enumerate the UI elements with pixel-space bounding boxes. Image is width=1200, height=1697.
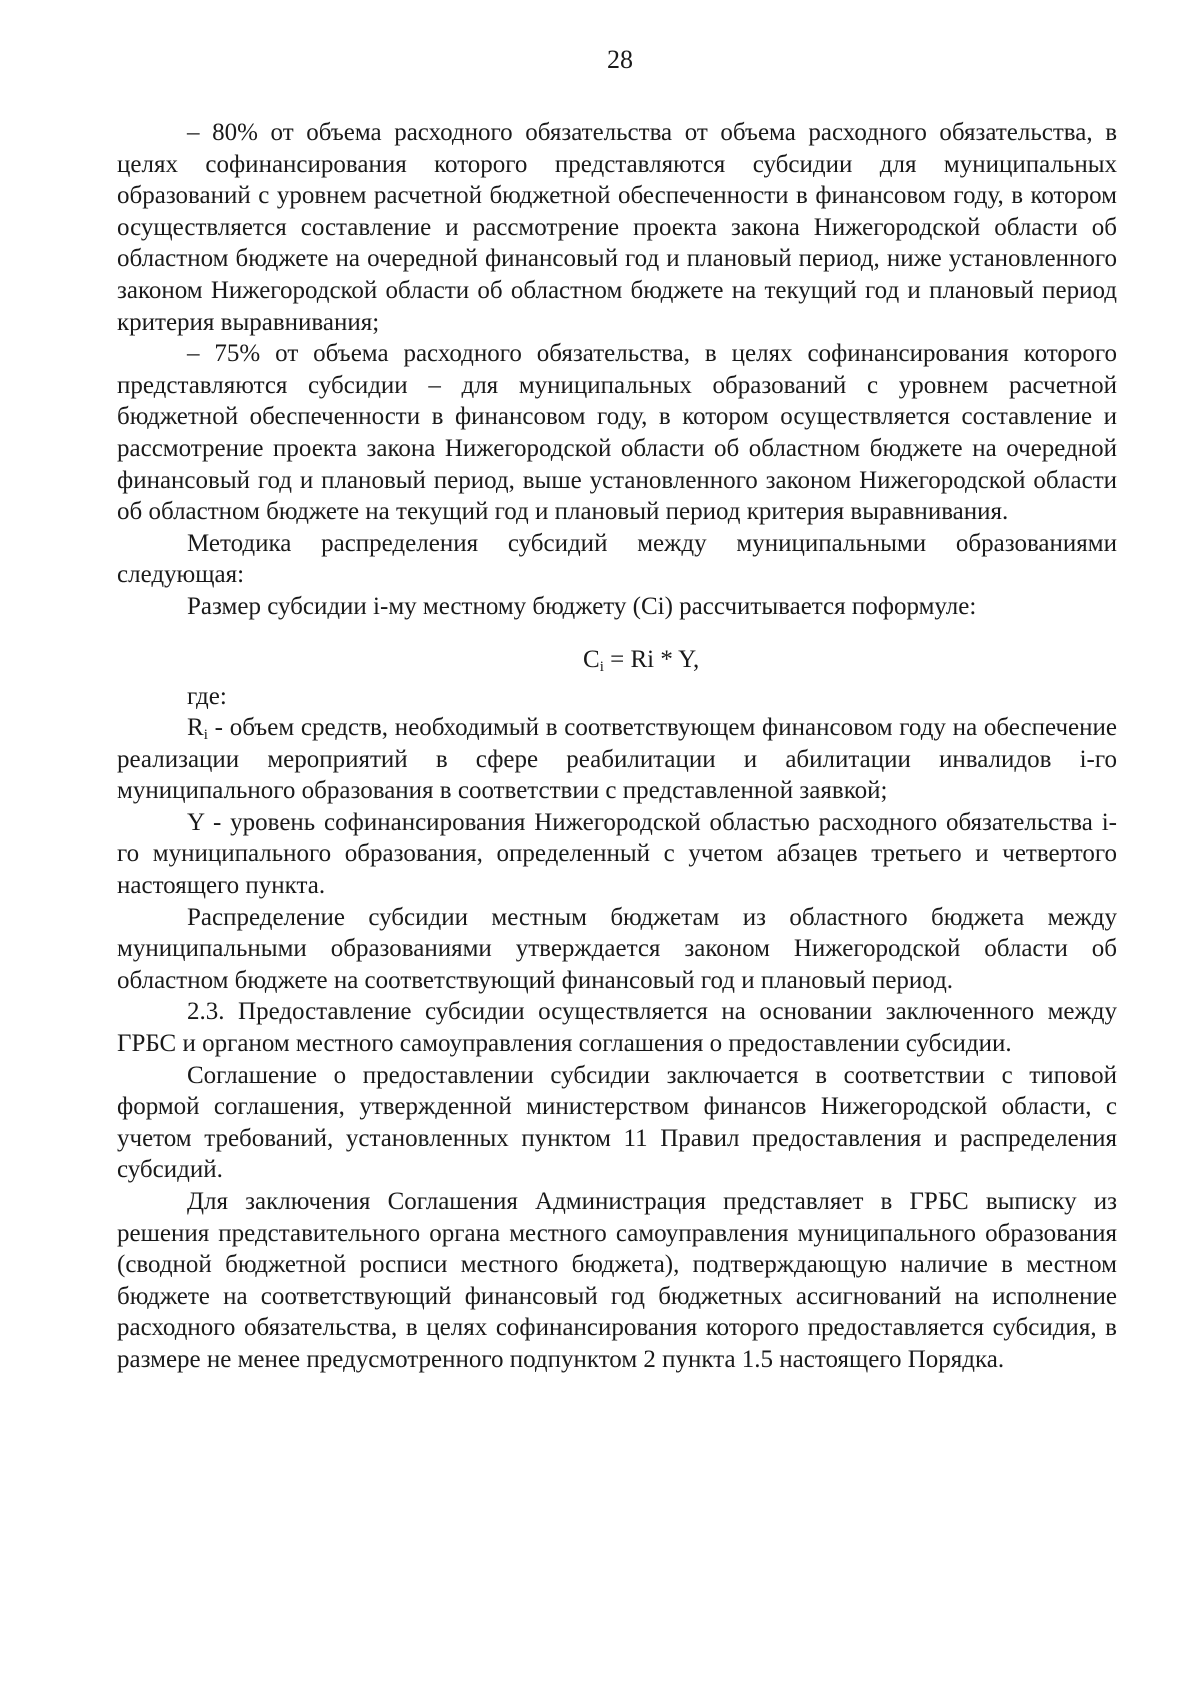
formula-lhs-subscript: i bbox=[599, 658, 604, 675]
formula-lhs: C bbox=[583, 645, 600, 673]
definition-ri-subscript: i bbox=[203, 727, 208, 744]
definition-y-text: - уровень софинансирования Нижегородской областью расходного обязательства i-го муниципального образования, определенный с учетом абзацев третьего и четвертого настоящего пункта. bbox=[117, 808, 1117, 900]
paragraph-80-percent: – 80% от объема расходного обязательства от объема расходного обязательства, в целях софинансирования которого представляются субсидии для муниципальных образований с уровнем расчетной бюджетной обеспеченности в финансовом году, в котором осуществляется составление и рассмотрение проекта закона Нижегородской области об областном бюджете на очередной финансовый год и плановый период, ниже установленного законом Нижегородской области об областном бюджете на текущий год и плановый период критерия выравнивания; bbox=[117, 119, 1117, 336]
paragraph-subsidy-size: Размер субсидии i-му местному бюджету (Ci) рассчитывается поформуле: bbox=[187, 592, 977, 620]
page-number: 28 bbox=[607, 45, 633, 74]
definition-ri bbox=[117, 712, 1117, 807]
formula-rhs: = Ri * Y, bbox=[603, 645, 700, 673]
paragraph-75-percent: – 75% от объема расходного обязательства, в целях софинансирования которого представляются субсидии – для муниципальных образований с уровнем расчетной бюджетной обеспеченности в финансовом году, в котором осуществляется составление и рассмотрение проекта закона Нижегородской области об областном бюджете на очередной финансовый год и плановый период, выше установленного законом Нижегородской области об областном бюджете на текущий год и плановый период критерия выравнивания. bbox=[117, 340, 1117, 526]
definition-y bbox=[117, 807, 1117, 902]
paragraph-methodology: Методика распределения субсидий между муниципальными образованиями следующая: bbox=[117, 529, 1117, 589]
paragraph-distribution: Распределение субсидии местным бюджетам из областного бюджета между муниципальными образованиями утверждается законом Нижегородской области об областном бюджете на соответствующий финансовый год и плановый период. bbox=[117, 903, 1117, 994]
definition-ri-text: - объем средств, необходимый в соответствующем финансовом году на обеспечение реализации мероприятий в сфере реабилитации и абилитации инвалидов i-го муниципального образования в соответствии с представленной заявкой; bbox=[117, 714, 1117, 805]
paragraph-administration: Для заключения Соглашения Администрация представляет в ГРБС выписку из решения представительного органа местного самоуправления муниципального образования (сводной бюджетной росписи местного бюджета), подтверждающую наличие в местном бюджете на соответствующий финансовый год бюджетных ассигнований на исполнение расходного обязательства, в целях софинансирования которого предоставляется субсидия, в размере не менее предусмотренного подпунктом 2 пункта 1.5 настоящего Порядка. bbox=[117, 1188, 1117, 1373]
where-label: где: bbox=[187, 682, 227, 710]
formula bbox=[117, 640, 1117, 680]
paragraph-2-3: 2.3. Предоставление субсидии осуществляется на основании заключенного между ГРБС и органом местного самоуправления соглашения о предоставлении субсидии. bbox=[117, 998, 1117, 1058]
definition-ri-symbol: R bbox=[187, 714, 204, 742]
definition-y-symbol: Y bbox=[187, 808, 205, 836]
paragraph-agreement: Соглашение о предоставлении субсидии заключается в соответствии с типовой формой соглашения, утвержденной министерством финансов Нижегородской области, с учетом требований, установленных пунктом 11 Правил предоставления и распределения субсидий. bbox=[117, 1061, 1117, 1184]
document-body bbox=[117, 117, 1117, 1376]
